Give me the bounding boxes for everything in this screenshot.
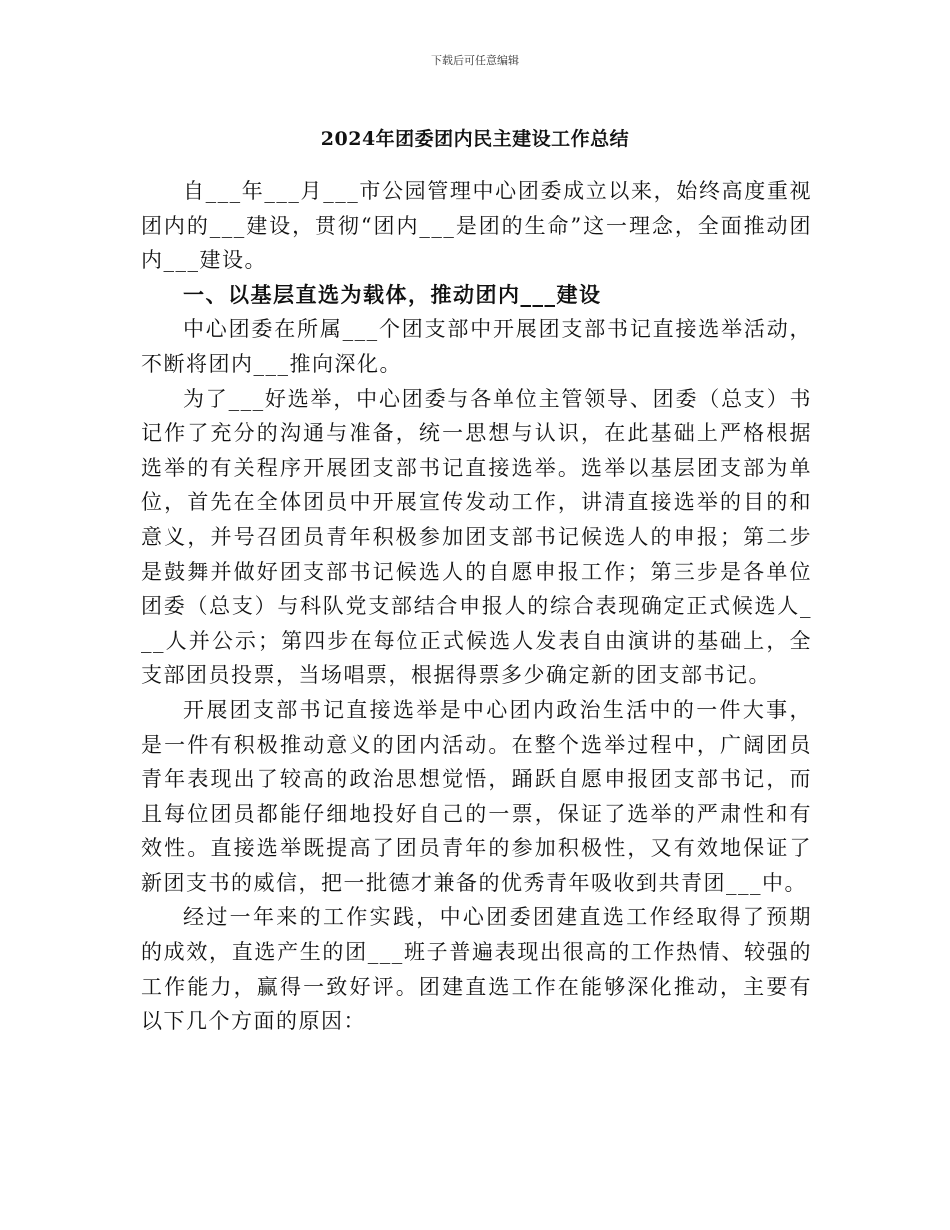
body-paragraph: 为了___好选举，中心团委与各单位主管领导、团委（总支）书记作了充分的沟通与准备，统一思想与认识，在此基础上严格根据选举的有关程序开展团支部书记直接选举。选举以基层团支部为单位，首先在全体团员中开展宣传发动工作，讲清直接选举的目的和意义，并号召团员青年积极参加团支部书记候选人的申报；第二步是鼓舞并做好团支部书记候选人的自愿申报工作；第三步是各单位团委（总支）与科队党支部结合申报人的综合表现确定正式候选人___人并公示；第四步在每位正式候选人发表自由演讲的基础上，全支部团员投票，当场唱票，根据得票多少确定新的团支部书记。 [141, 386, 812, 688]
document-body [141, 174, 812, 1039]
section-heading: 一、以基层直选为载体，推动团内___建设 [183, 281, 602, 307]
document-title: 2024年团委团内民主建设工作总结 [320, 128, 630, 150]
body-paragraph: 经过一年来的工作实践，中心团委团建直选工作经取得了预期的成效，直选产生的团___班子普遍表现出很高的工作热情、较强的工作能力，赢得一致好评。团建直选工作在能够深化推动，主要有以下几个方面的原因： [141, 905, 812, 1034]
body-paragraph: 开展团支部书记直接选举是中心团内政治生活中的一件大事，是一件有积极推动意义的团内活动。在整个选举过程中，广阔团员青年表现出了较高的政治思想觉悟，踊跃自愿申报团支部书记，而且每位团员都能仔细地投好自己的一票，保证了选举的严肃性和有效性。直接选举既提高了团员青年的参加积极性，又有效地保证了新团支书的威信，把一批德才兼备的优秀青年吸收到共青团___中。 [141, 697, 812, 895]
page-header: 下载后可任意编辑 [431, 54, 519, 67]
body-paragraph: 中心团委在所属___个团支部中开展团支部书记直接选举活动，不断将团内___推向深化。 [141, 317, 812, 376]
intro-paragraph: 自___年___月___市公园管理中心团委成立以来，始终高度重视团内的___建设，贯彻“团内___是团的生命”这一理念，全面推动团内___建设。 [141, 179, 812, 273]
